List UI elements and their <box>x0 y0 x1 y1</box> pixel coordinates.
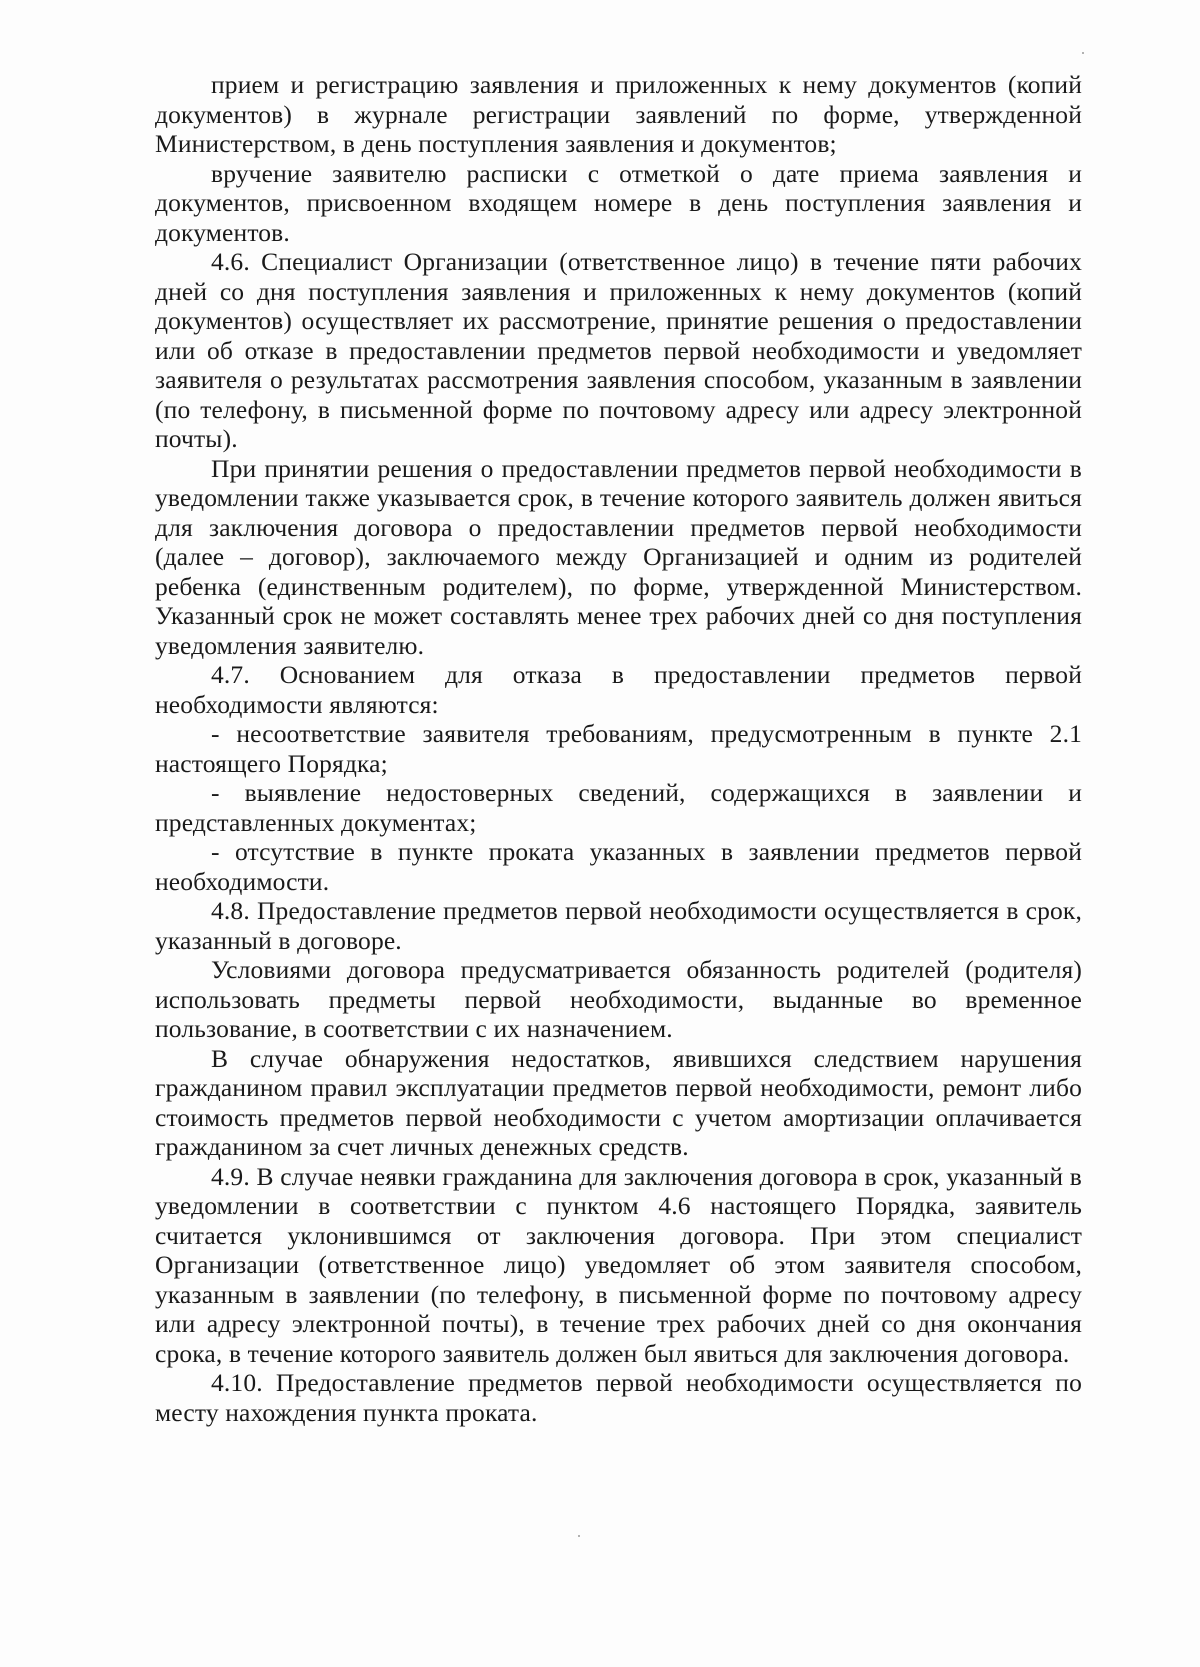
paragraph-defects: В случае обнаружения недостатков, явившихся следствием нарушения гражданином правил эксплуатации предметов первой необходимости, ремонт либо стоимость предметов первой необходимости с учетом амортизации оплачивается гражданином за счет личных денежных средств. <box>155 1043 1082 1161</box>
list-item-refusal-2: - выявление недостоверных сведений, содержащихся в заявлении и представленных документах; <box>155 778 1082 837</box>
paragraph-contract-conditions: Условиями договора предусматривается обязанность родителей (родителя) использовать предметы первой необходимости, выданные во временное пользование, в соответствии с их назначением. <box>155 955 1082 1043</box>
scan-speck <box>1082 52 1084 54</box>
paragraph-4-6: 4.6. Специалист Организации (ответственное лицо) в течение пяти рабочих дней со дня поступления заявления и приложенных к нему документов (копий документов) осуществляет их рассмотрение, принятие решения о предоставлении или об отказе в предоставлении предметов первой необходимости и уведомляет заявителя о результатах рассмотрения заявления способом, указанным в заявлении (по телефону, в письменной форме по почтовому адресу или адресу электронной почты). <box>155 247 1082 453</box>
paragraph-4-9: 4.9. В случае неявки гражданина для заключения договора в срок, указанный в уведомлении в соответствии с пунктом 4.6 настоящего Порядка, заявитель считается уклонившимся от заключения договора. При этом специалист Организации (ответственное лицо) уведомляет об этом заявителя способом, указанным в заявлении (по телефону, в письменной форме по почтовому адресу или адресу электронной почты), в течение трех рабочих дней со дня окончания срока, в течение которого заявитель должен был явиться для заключения договора. <box>155 1161 1082 1368</box>
document-body <box>155 70 1082 1427</box>
paragraph-decision-deadline: При принятии решения о предоставлении предметов первой необходимости в уведомлении также указывается срок, в течение которого заявитель должен явиться для заключения договора о предоставлении предметов первой необходимости (далее – договор), заключаемого между Организацией и одним из родителей ребенка (единственным родителем), по форме, утвержденной Министерством. Указанный срок не может составлять менее трех рабочих дней со дня поступления уведомления заявителю. <box>155 453 1082 660</box>
paragraph-4-10: 4.10. Предоставление предметов первой необходимости осуществляется по месту нахождения пункта проката. <box>155 1368 1082 1427</box>
list-item-refusal-3: - отсутствие в пункте проката указанных в заявлении предметов первой необходимости. <box>155 837 1082 896</box>
paragraph-4-8: 4.8. Предоставление предметов первой необходимости осуществляется в срок, указанный в договоре. <box>155 896 1082 955</box>
paragraph-4-7: 4.7. Основанием для отказа в предоставлении предметов первой необходимости являются: <box>155 660 1082 719</box>
paragraph-registration: прием и регистрацию заявления и приложенных к нему документов (копий документов) в журнале регистрации заявлений по форме, утвержденной Министерством, в день поступления заявления и документов; <box>155 70 1082 158</box>
paragraph-receipt: вручение заявителю расписки с отметкой о дате приема заявления и документов, присвоенном входящем номере в день поступления заявления и документов. <box>155 158 1082 247</box>
scan-speck <box>578 1535 580 1537</box>
list-item-refusal-1: - несоответствие заявителя требованиям, предусмотренным в пункте 2.1 настоящего Порядка; <box>155 719 1082 778</box>
